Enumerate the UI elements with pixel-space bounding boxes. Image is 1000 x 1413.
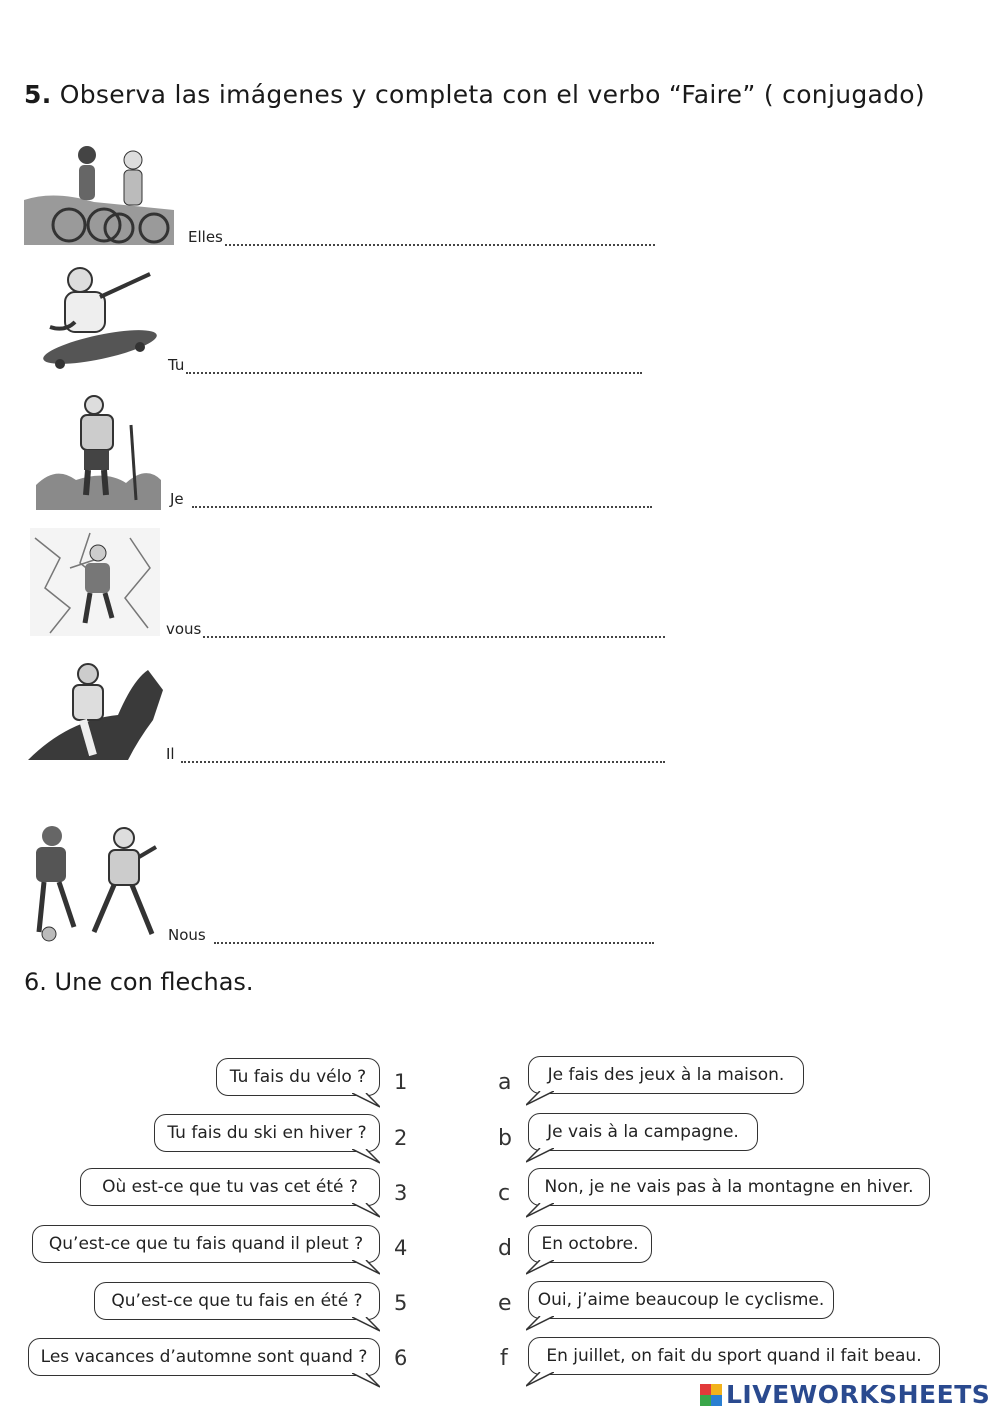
speech-tail	[352, 1260, 380, 1276]
question-text: Qu’est-ce que tu fais en été ?	[111, 1291, 363, 1311]
exercise-6-title: 6. Une con flechas.	[24, 968, 254, 996]
speech-tail	[526, 1203, 554, 1219]
question-index-4[interactable]: 4	[394, 1236, 408, 1260]
exercise-5-instruction: Observa las imágenes y completa con el verbo “Faire” ( conjugado)	[59, 80, 925, 109]
answer-bubble-e	[528, 1281, 834, 1319]
answer-letter-a[interactable]: a	[498, 1070, 512, 1095]
football-players-image	[24, 822, 164, 944]
climber-image	[30, 528, 160, 636]
question-text: Tu fais du ski en hiver ?	[167, 1123, 367, 1143]
speech-tail	[526, 1316, 554, 1332]
answer-bubble-c	[528, 1168, 930, 1206]
answer-text: Je vais à la campagne.	[547, 1122, 739, 1142]
horse-rider-image	[28, 660, 163, 760]
question-bubble-3	[80, 1168, 380, 1206]
exercise-5-title	[24, 80, 925, 109]
liveworksheets-logo-icon	[700, 1384, 722, 1406]
pronoun-label: Elles	[188, 228, 223, 246]
question-index-1[interactable]: 1	[394, 1070, 408, 1094]
pronoun-label: vous	[166, 620, 202, 638]
speech-tail	[352, 1093, 380, 1109]
speech-tail	[526, 1091, 554, 1107]
question-bubble-2	[154, 1114, 380, 1152]
pronoun-label: Il	[166, 745, 175, 763]
question-index-6[interactable]: 6	[394, 1346, 408, 1370]
speech-tail	[352, 1149, 380, 1165]
speech-tail	[526, 1372, 554, 1388]
answer-bubble-a	[528, 1056, 804, 1094]
cyclists-image	[24, 140, 174, 245]
answer-text: Oui, j’aime beaucoup le cyclisme.	[537, 1290, 825, 1310]
question-text: Tu fais du vélo ?	[229, 1067, 367, 1087]
hiker-image	[36, 395, 161, 510]
answer-text: En juillet, on fait du sport quand il fait beau.	[546, 1346, 922, 1366]
speech-tail	[526, 1148, 554, 1164]
question-text: Les vacances d’automne sont quand ?	[40, 1347, 368, 1367]
answer-line-il[interactable]	[166, 745, 665, 763]
answer-letter-e[interactable]: e	[498, 1291, 512, 1316]
answer-bubble-b	[528, 1113, 758, 1151]
speech-tail	[352, 1373, 380, 1389]
answer-text: Non, je ne vais pas à la montagne en hiver.	[544, 1177, 914, 1197]
answer-text: Je fais des jeux à la maison.	[547, 1065, 785, 1085]
answer-bubble-f	[528, 1337, 940, 1375]
question-bubble-6	[28, 1338, 380, 1376]
question-index-5[interactable]: 5	[394, 1291, 408, 1315]
skateboarder-image	[30, 262, 160, 374]
pronoun-label: Tu	[168, 356, 185, 374]
answer-letter-c[interactable]: c	[498, 1181, 511, 1206]
answer-line-nous[interactable]	[168, 926, 654, 944]
answer-line-je[interactable]	[170, 490, 652, 508]
liveworksheets-watermark	[700, 1380, 990, 1409]
answer-line-elles[interactable]	[188, 228, 655, 246]
answer-line-vous[interactable]	[166, 620, 665, 638]
speech-tail	[352, 1317, 380, 1333]
question-index-2[interactable]: 2	[394, 1126, 408, 1150]
question-text: Où est-ce que tu vas cet été ?	[102, 1177, 358, 1197]
speech-tail	[526, 1260, 554, 1276]
answer-bubble-d	[528, 1225, 652, 1263]
watermark-text: LIVEWORKSHEETS	[726, 1380, 991, 1409]
question-bubble-5	[94, 1282, 380, 1320]
question-bubble-1	[216, 1058, 380, 1096]
answer-letter-b[interactable]: b	[498, 1126, 512, 1151]
pronoun-label: Nous	[168, 926, 206, 944]
answer-text: En octobre.	[541, 1234, 639, 1254]
answer-letter-f[interactable]: f	[500, 1346, 508, 1371]
question-text: Qu’est-ce que tu fais quand il pleut ?	[48, 1234, 364, 1254]
answer-letter-d[interactable]: d	[498, 1236, 512, 1261]
question-bubble-4	[32, 1225, 380, 1263]
speech-tail	[352, 1203, 380, 1219]
exercise-5-number: 5.	[24, 80, 52, 109]
answer-line-tu[interactable]	[168, 356, 642, 374]
pronoun-label: Je	[170, 490, 184, 508]
question-index-3[interactable]: 3	[394, 1181, 408, 1205]
